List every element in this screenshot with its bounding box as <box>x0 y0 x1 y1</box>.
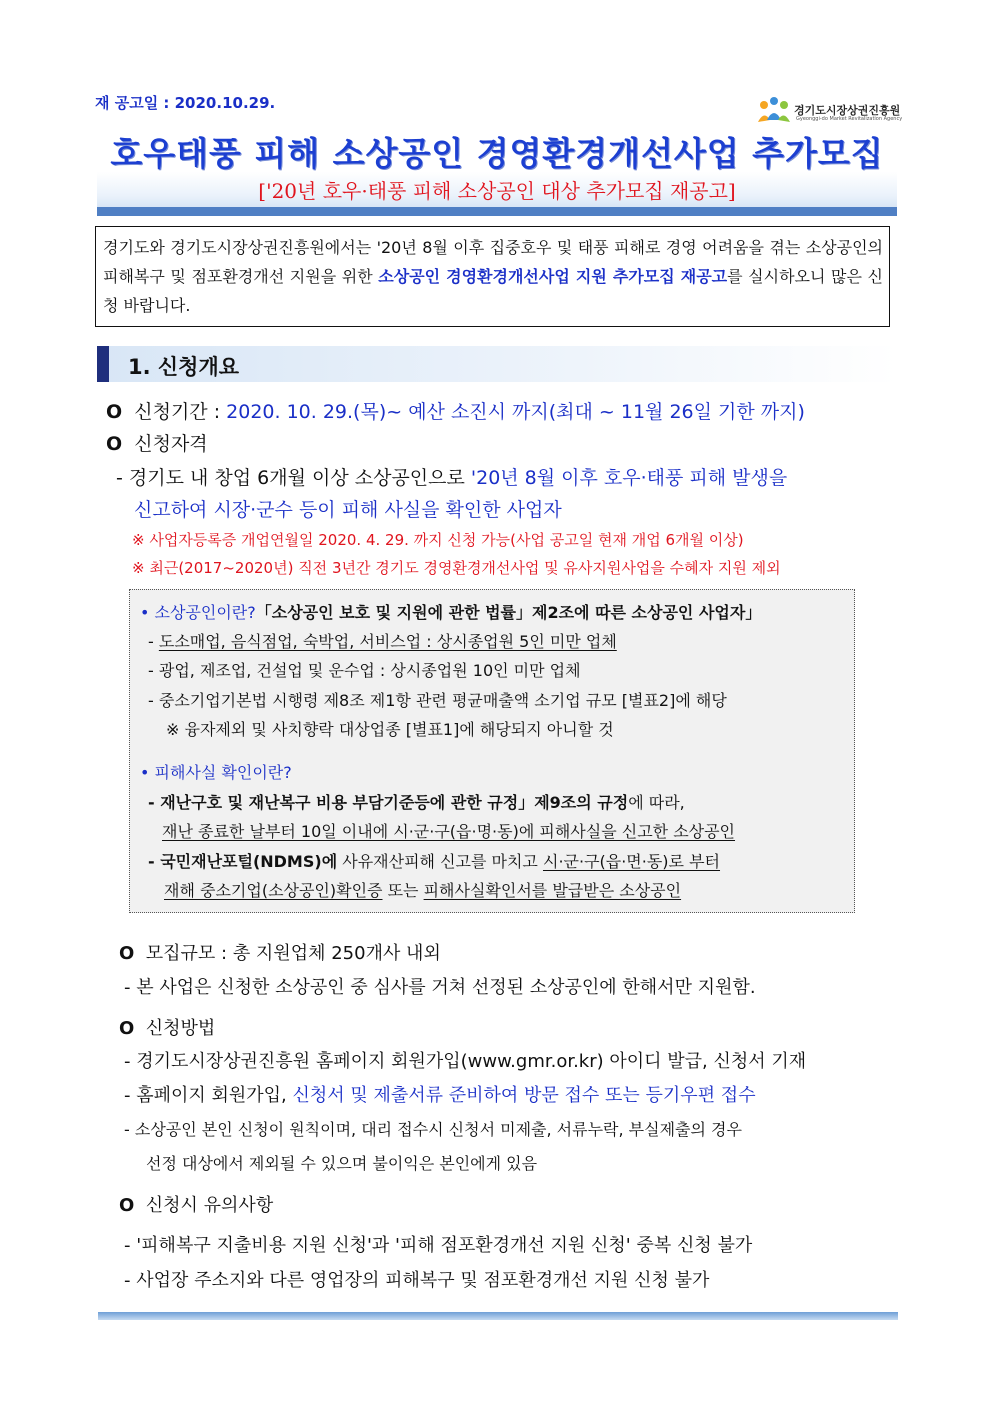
page-subtitle: ['20년 호우·태풍 피해 소상공인 대상 추가모집 재공고] <box>258 179 736 203</box>
scale-row <box>119 939 441 965</box>
bullet-icon: O <box>119 1195 135 1216</box>
period-label: 신청기간 : <box>134 401 221 423</box>
bullet-icon: O <box>119 943 135 964</box>
agency-name: 경기도시장상권진흥원 <box>794 104 901 117</box>
page-title: 호우태풍 피해 소상공인 경영환경개선사업 추가모집 <box>110 134 884 173</box>
definition-item <box>148 629 617 652</box>
method-label: 신청방법 <box>145 1018 216 1039</box>
notice-date: 재 공고일 : 2020.10.29. <box>95 94 276 112</box>
title-banner-underline <box>97 207 897 216</box>
bullet-icon: O <box>119 1018 135 1039</box>
definition-damage-item <box>148 790 685 813</box>
definition-damage-label-text: • 피해사실 확인이란? <box>140 763 292 782</box>
definition-damage-item-cont <box>162 819 735 842</box>
scale-label: 모집규모 : 총 지원업체 250개사 내외 <box>145 943 441 964</box>
caution-row <box>119 1191 273 1217</box>
footer-bar <box>98 1312 898 1320</box>
agency-logo-icon <box>756 96 792 126</box>
definition-damage-text: 에 따라, <box>628 793 685 812</box>
intro-text: 경기도와 경기도시장상권진흥원에서는 '20년 8월 이후 집중호우 및 태풍 피해로 경영 어려움을 겪는 소상공인의 피해복구 및 점포환경개선 지원을 위한 <box>103 238 883 286</box>
intro-box <box>95 226 890 327</box>
definition-smallbiz-label: • 소상공인이란? <box>140 603 256 622</box>
method-item-2-highlight: 신청서 및 제출서류 준비하여 방문 접수 또는 등기우편 접수 <box>292 1085 756 1106</box>
method-item-2 <box>124 1081 756 1107</box>
definition-damage-law: - 재난구호 및 재난복구 비용 부담기준등에 관한 규정」제9조의 규정 <box>148 793 629 812</box>
method-item-2-text: - 홈페이지 회원가입, <box>124 1085 293 1106</box>
definition-damage-text: 시·군·구(읍·면·동)로 부터 <box>542 852 721 871</box>
definition-note: ※ 융자제외 및 사치향락 대상업종 [별표1]에 해당되지 아니할 것 <box>166 720 614 739</box>
period-row <box>106 397 805 424</box>
agency-name-english: Gyeonggi-do Market Revitalization Agency <box>796 116 903 122</box>
qualification-text: - 경기도 내 창업 6개월 이상 소상공인으로 <box>116 467 471 489</box>
method-item-3-cont: 선정 대상에서 제외될 수 있으며 불이익은 본인에게 있음 <box>146 1154 538 1173</box>
caution-item-2: - 사업장 주소지와 다른 영업장의 피해복구 및 점포환경개선 지원 신청 불가 <box>124 1270 710 1291</box>
qualification-note-2: ※ 최근(2017~2020년) 직전 3년간 경기도 경영환경개선사업 및 유사지원사업을 수혜자 지원 제외 <box>132 559 781 577</box>
intro-text-end: 를 실시하오니 많은 신청 바랍니다. <box>103 267 883 315</box>
definition-item-text: 도소매업, 음식점업, 숙박업, 서비스업 : 상시종업원 5인 미만 업체 <box>158 632 617 651</box>
definition-smallbiz <box>140 600 761 623</box>
period-value: 2020. 10. 29.(목)~ 예산 소진시 까지(최대 ~ 11월 26일 기한 까지) <box>226 401 805 423</box>
definition-damage-item-cont <box>164 878 681 901</box>
dash: - <box>148 632 159 651</box>
definition-smallbiz-law: 「소상공인 보호 및 지원에 관한 법률」제2조에 따른 소상공인 사업자」 <box>255 603 762 622</box>
definition-damage-item <box>148 849 720 872</box>
definition-damage-text: 피해사실확인서를 발급받은 소상공인 <box>423 881 682 900</box>
qualification-label: 신청자격 <box>134 433 208 455</box>
agency-logo <box>756 96 906 126</box>
caution-label: 신청시 유의사항 <box>145 1195 274 1216</box>
section-header-bar <box>97 346 109 382</box>
qualification-item-cont: 신고하여 시장·군수 등이 피해 사실을 확인한 사업자 <box>134 499 562 521</box>
qualification-item <box>116 463 787 490</box>
definition-item: - 중소기업기본법 시행령 제8조 제1항 관련 평균매출액 소기업 규모 [별표2]에 해당 <box>148 691 727 710</box>
qualification-row <box>106 429 208 456</box>
qualification-note-1: ※ 사업자등록증 개업연월일 2020. 4. 29. 까지 신청 가능(사업 공고일 현재 개업 6개월 이상) <box>132 531 744 549</box>
definition-item: - 광업, 제조업, 건설업 및 운수업 : 상시종업원 10인 미만 업체 <box>148 661 581 680</box>
caution-item-1: - '피해복구 지출비용 지원 신청'과 '피해 점포환경개선 지원 신청' 중복 신청 불가 <box>124 1235 753 1256</box>
definition-damage-portal: - 국민재난포털(NDMS)에 <box>148 852 338 871</box>
definition-damage-text: 재해 중소기업(소상공인)확인증 <box>164 881 383 900</box>
bullet-icon: O <box>106 433 123 455</box>
definition-damage-text: 사유재산피해 신고를 마치고 <box>337 852 543 871</box>
definition-damage-text: 또는 <box>382 881 424 900</box>
intro-highlight: 소상공인 경영환경개선사업 지원 추가모집 재공고 <box>378 267 728 286</box>
method-item-3: - 소상공인 본인 신청이 원칙이며, 대리 접수시 신청서 미제출, 서류누락, 부실제출의 경우 <box>124 1120 742 1139</box>
definition-damage-text: 재난 종료한 날부터 10일 이내에 시·군·구(읍·명·동)에 피해사실을 신고한 소상공인 <box>162 822 736 841</box>
method-item-1: - 경기도시장상권진흥원 홈페이지 회원가입(www.gmr.or.kr) 아이디 발급, 신청서 기재 <box>124 1051 807 1072</box>
definition-damage-label <box>140 760 292 783</box>
section-title: 1. 신청개요 <box>128 355 240 379</box>
bullet-icon: O <box>106 401 123 423</box>
scale-item: - 본 사업은 신청한 소상공인 중 심사를 거쳐 선정된 소상공인에 한해서만 지원함. <box>124 977 756 998</box>
method-row <box>119 1014 215 1040</box>
qualification-highlight: '20년 8월 이후 호우·태풍 피해 발생을 <box>470 467 788 489</box>
